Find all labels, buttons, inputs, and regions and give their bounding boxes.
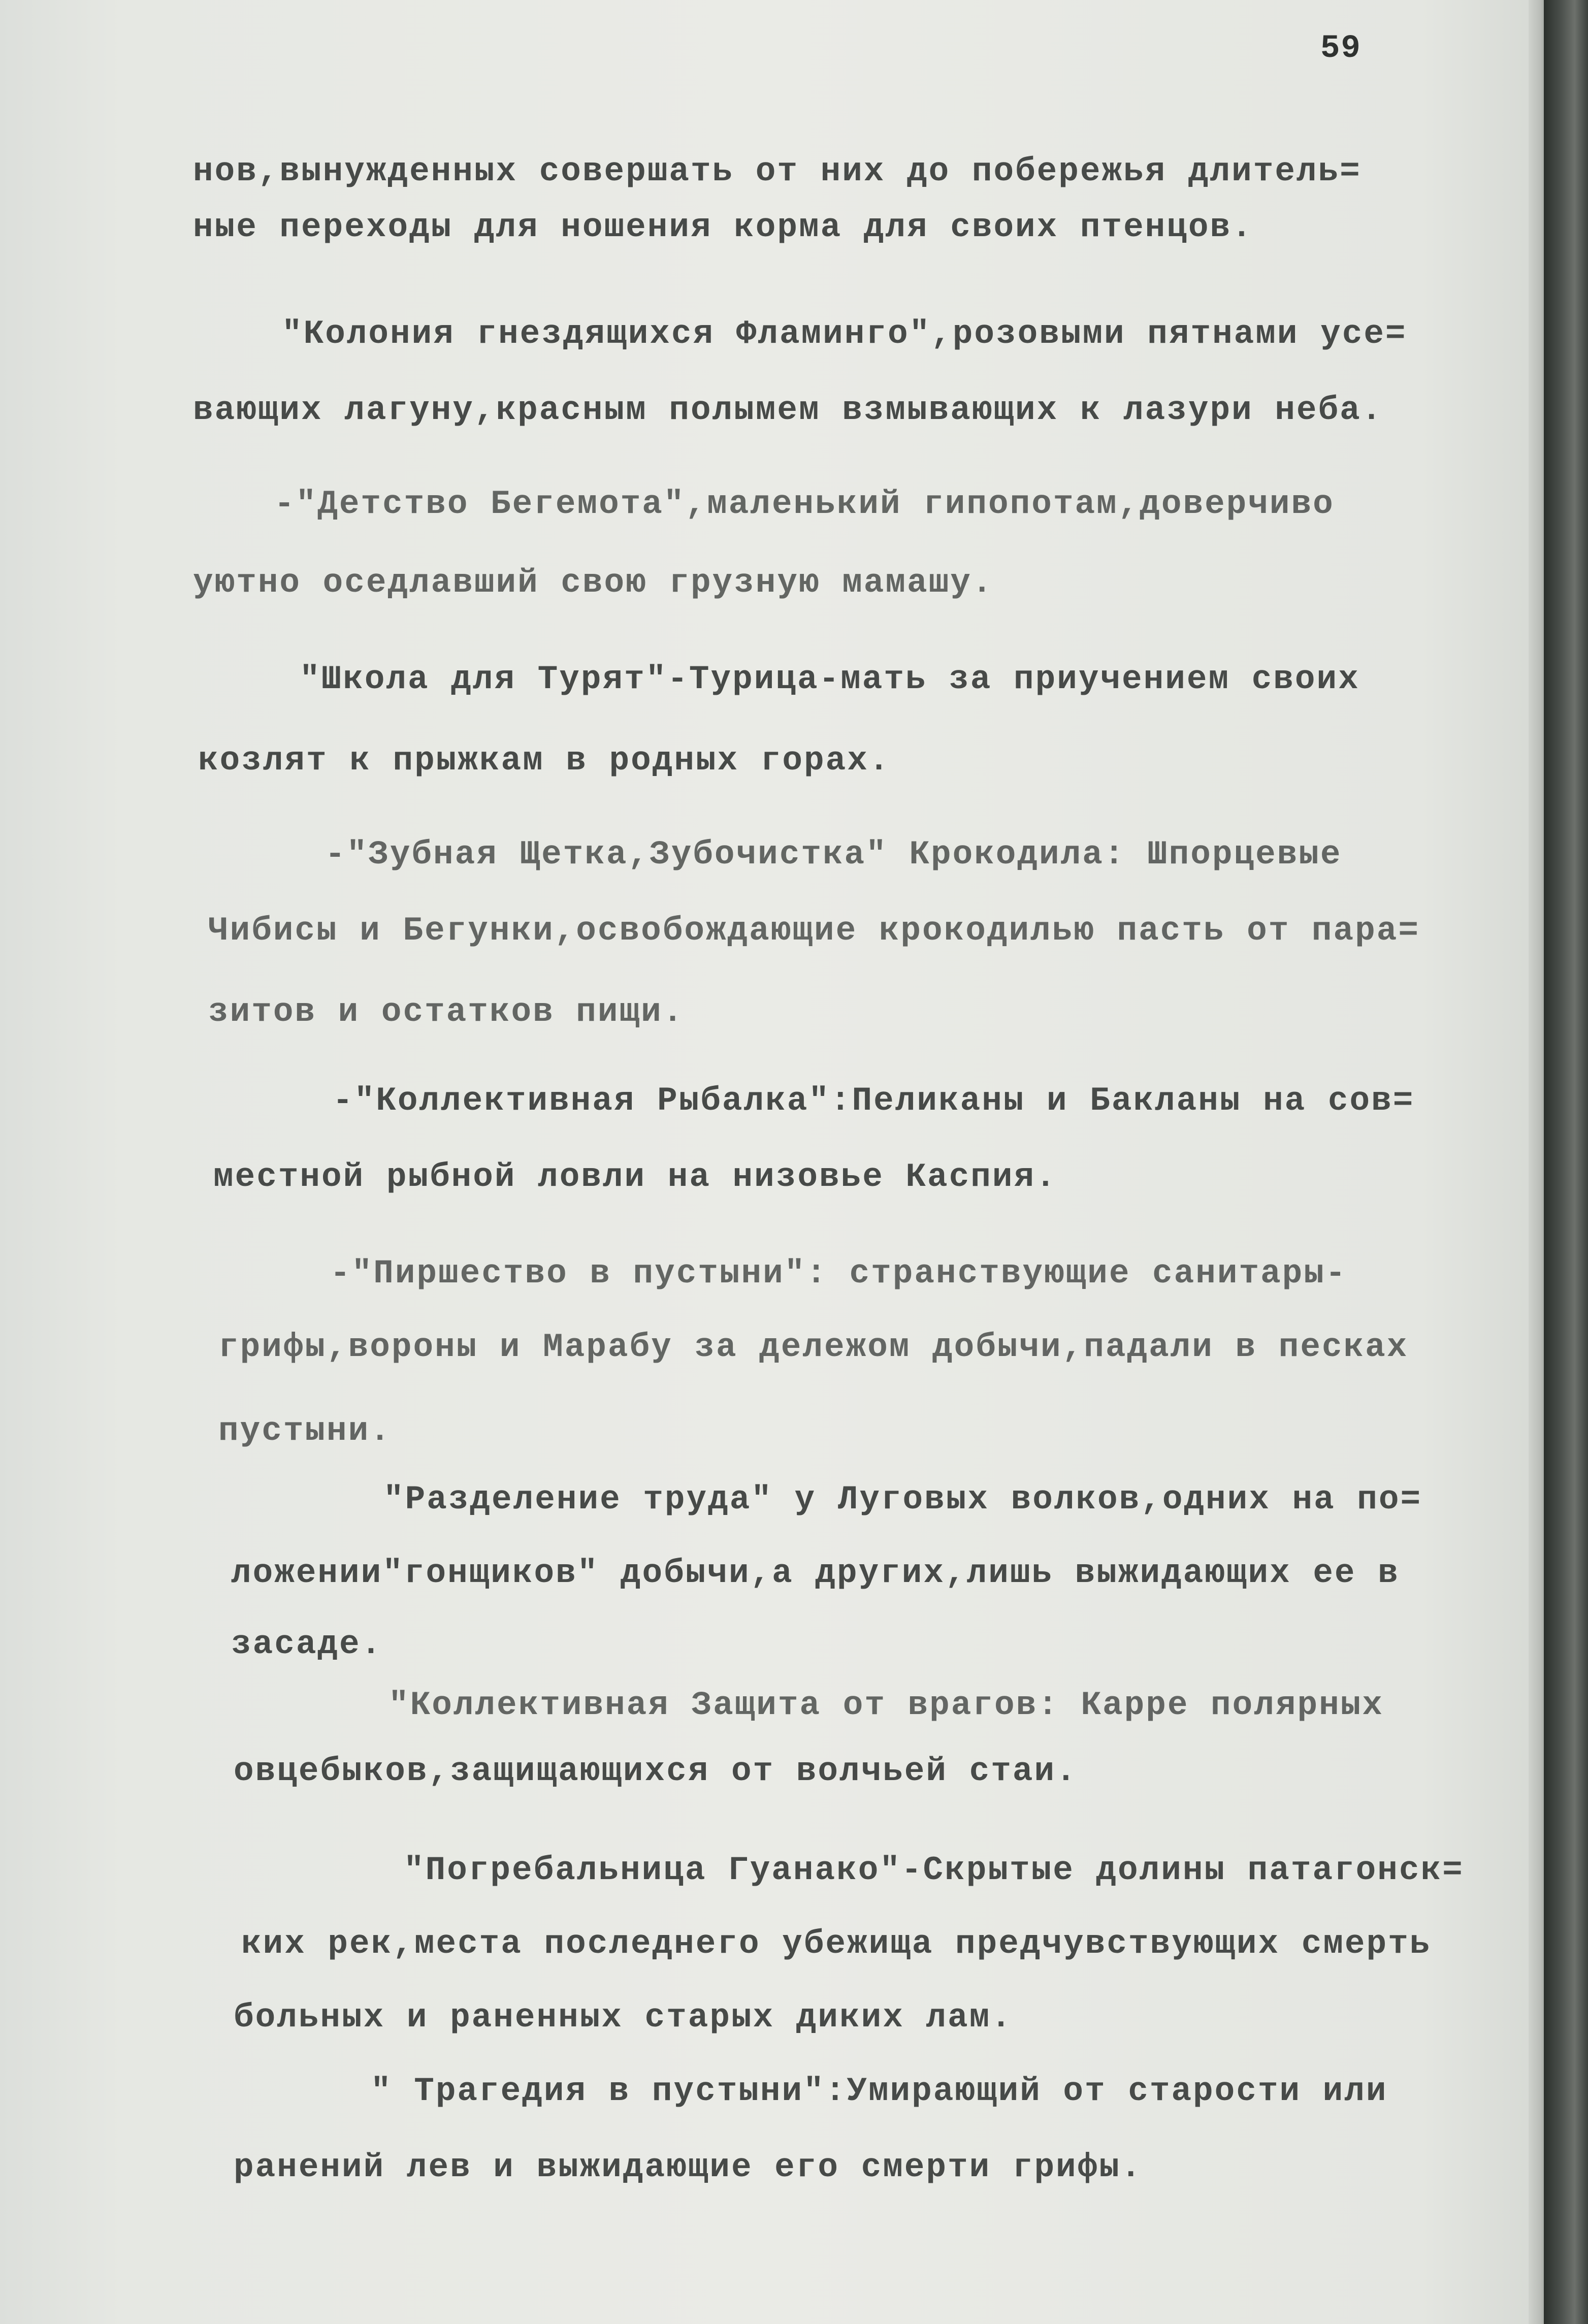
text-line: местной рыбной ловли на низовье Каспия. [213,1158,1057,1196]
text-line: уютно оседлавший свою грузную мамашу. [193,564,994,602]
text-line: "Школа для Турят"-Турица-мать за приучением своих [300,660,1360,698]
text-line: " Трагедия в пустыни":Умирающий от старости или [371,2072,1388,2110]
text-line: -"Детство Бегемота",маленький гипопотам,доверчиво [274,485,1335,523]
text-line: зитов и остатков пищи. [208,993,685,1031]
text-line: "Колония гнездящихся Фламинго",розовыми пятнами усе= [282,315,1407,353]
text-line: -"Зубная Щетка,Зубочистка" Крокодила: Шпорцевые [325,835,1342,874]
text-line: ложении"гонщиков" добычи,а других,лишь выжидающих ее в [231,1554,1400,1592]
text-line: ные переходы для ношения корма для своих птенцов. [193,208,1253,246]
text-line: козлят к прыжкам в родных горах. [198,741,891,780]
text-line: вающих лагуну,красным полымем взмывающих к лазури неба. [193,391,1383,429]
text-line: овцебыков,защищающихся от волчьей стаи. [234,1752,1078,1790]
text-line: ранений лев и выжидающие его смерти грифы. [234,2148,1143,2186]
text-line: "Погребальница Гуанако"-Скрытые долины патагонск= [404,1851,1464,1889]
text-line: "Разделение труда" у Луговых волков,одних на по= [383,1480,1422,1519]
text-line: ких рек,места последнего убежища предчувствующих смерть [241,1925,1432,1963]
text-line: -"Пиршество в пустыни": странствующие санитары- [330,1254,1347,1293]
binding-shadow [1544,0,1588,2324]
page-number: 59 [1320,30,1362,67]
text-line: -"Коллективная Рыбалка":Пеликаны и Бакланы на сов= [333,1082,1415,1120]
text-line: больных и раненных старых диких лам. [234,1998,1013,2037]
text-line: Чибисы и Бегунки,освобождающие крокодилью пасть от пара= [208,912,1420,950]
text-line: засаде. [231,1625,383,1663]
text-line: пустыни. [218,1412,392,1450]
text-line: "Коллективная Защита от врагов: Карре полярных [388,1686,1384,1724]
text-line: нов,вынужденных совершать от них до побережья длитель= [193,152,1362,190]
text-line: грифы,вороны и Марабу за дележом добычи,падали в песках [218,1328,1409,1366]
